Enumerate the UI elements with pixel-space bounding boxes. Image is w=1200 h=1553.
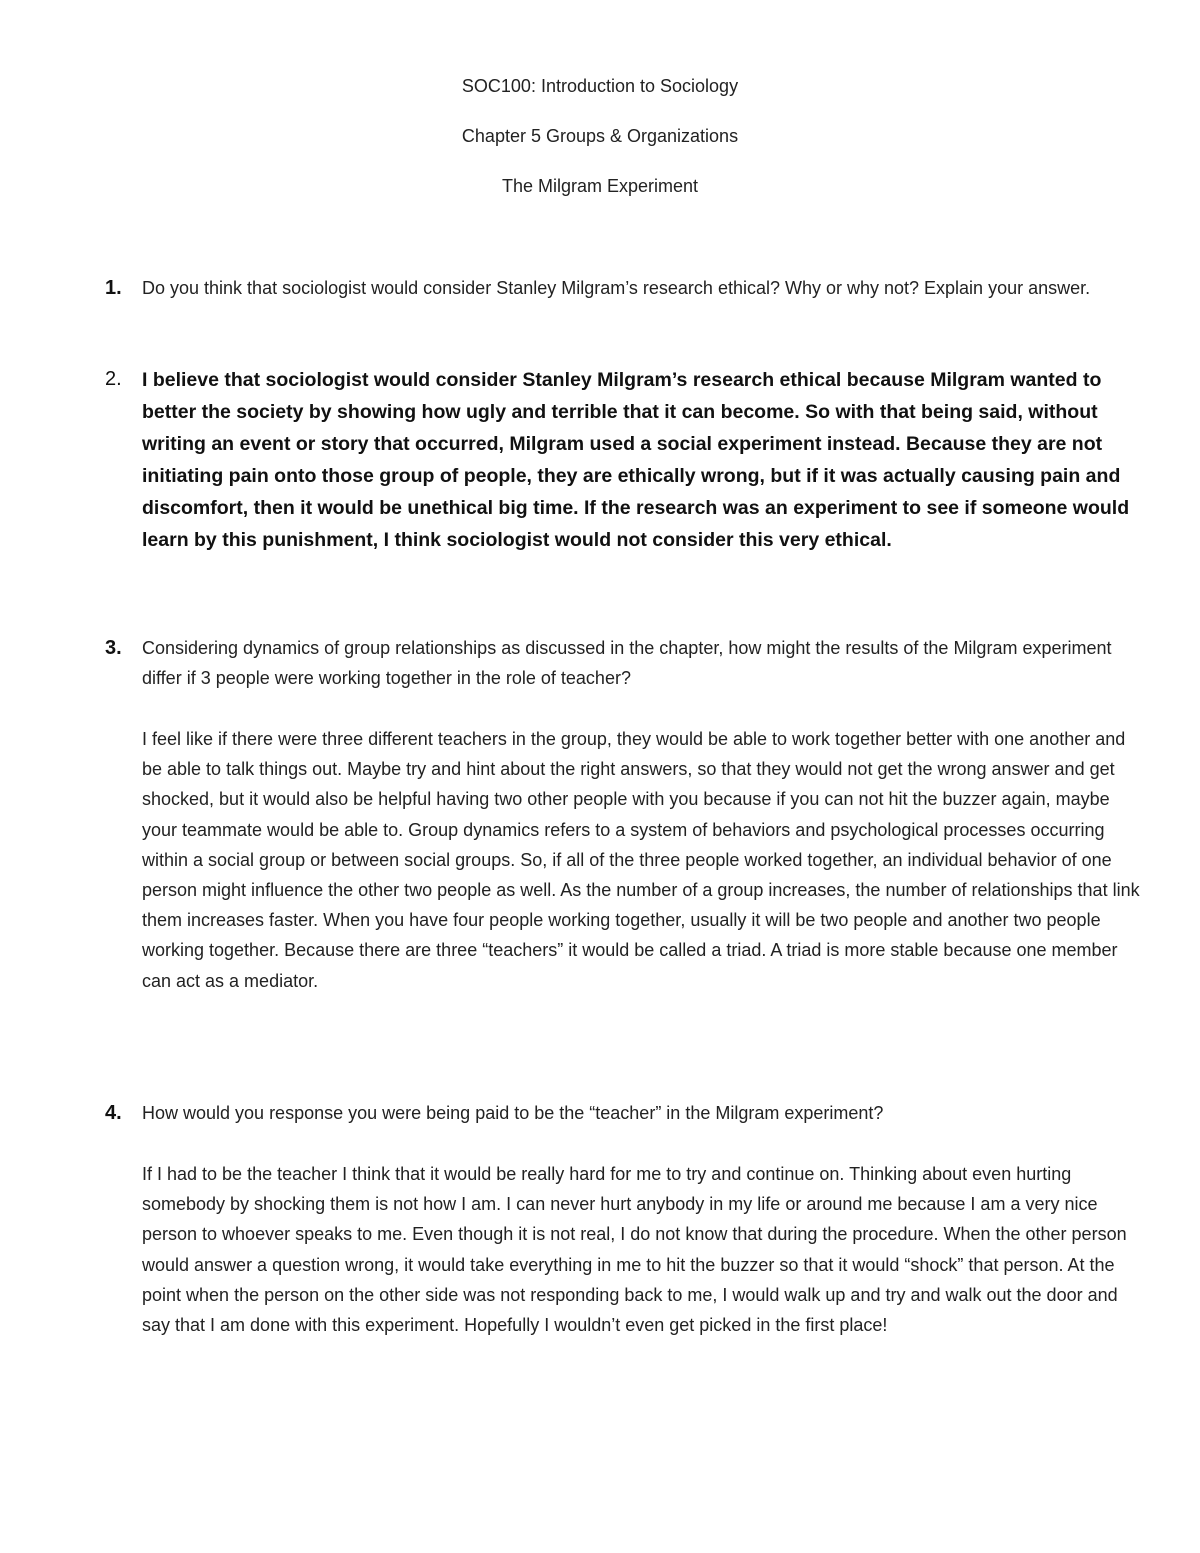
question-text: Considering dynamics of group relationships as discussed in the chapter, how might the results of the Milgram experiment differ if 3 people were working together in the role of teacher? [142, 638, 1112, 688]
item-number: 1. [105, 277, 122, 299]
answer-3: I feel like if there were three different teachers in the group, they would be able to work together better with one another and be able to talk things out. Maybe try and hint about the right answers, so that they would not get the wrong answer and get shocked, but it would also be helpful having two other people with you because if you can not hit the buzzer again, maybe your teammate would be able to. Group dynamics refers to a system of behaviors and psychological processes occurring within a social group or between social groups. So, if all of the three people worked together, an individual behavior of one person might influence the other two people as well. As the number of a group increases, the number of relationships that link them increases faster. When you have four people working together, usually it will be two people and another two people working together. Because there are three “teachers” it would be called a triad. A triad is more stable because one member can act as a mediator. [142, 729, 1140, 991]
question-1 [105, 273, 1145, 303]
question-text: How would you response you were being paid to be the “teacher” in the Milgram experiment? [142, 1103, 884, 1123]
topic-title: The Milgram Experiment [501, 176, 699, 196]
question-3 [105, 633, 1145, 693]
item-number: 4. [105, 1102, 122, 1124]
item-number: 3. [105, 637, 122, 659]
answer-item-2 [105, 364, 1145, 556]
question-text: Do you think that sociologist would consider Stanley Milgram’s research ethical? Why or why not? Explain your answer. [142, 278, 1091, 298]
question-4 [105, 1098, 1145, 1128]
answer-4: If I had to be the teacher I think that it would be really hard for me to try and continue on. Thinking about even hurting somebody by shocking them is not how I am. I can never hurt anybody in my life or around me because I am a very nice person to whoever speaks to me. Even though it is not real, I do not know that during the procedure. When the other person would answer a question wrong, it would take everything in me to hit the buzzer so that it would “shock” that person. At the point when the person on the other side was not responding back to me, I would walk up and try and walk out the door and say that I am done with this experiment. Hopefully I wouldn’t even get picked in the first place! [142, 1164, 1127, 1336]
chapter-title: Chapter 5 Groups & Organizations [461, 126, 739, 146]
item-number: 2. [105, 368, 122, 390]
answer-text: I believe that sociologist would consider Stanley Milgram’s research ethical because Milgram wanted to better the society by showing how ugly and terrible that it can become. So with that being said, without writing an event or story that occurred, Milgram used a social experiment instead. Because they are not initiating pain onto those group of people, they are ethically wrong, but if it was actually causing pain and discomfort, then it would be unethical big time. If the research was an experiment to see if someone would learn by this punishment, I think sociologist would not consider this very ethical. [142, 369, 1130, 551]
course-title: SOC100: Introduction to Sociology [461, 76, 739, 96]
